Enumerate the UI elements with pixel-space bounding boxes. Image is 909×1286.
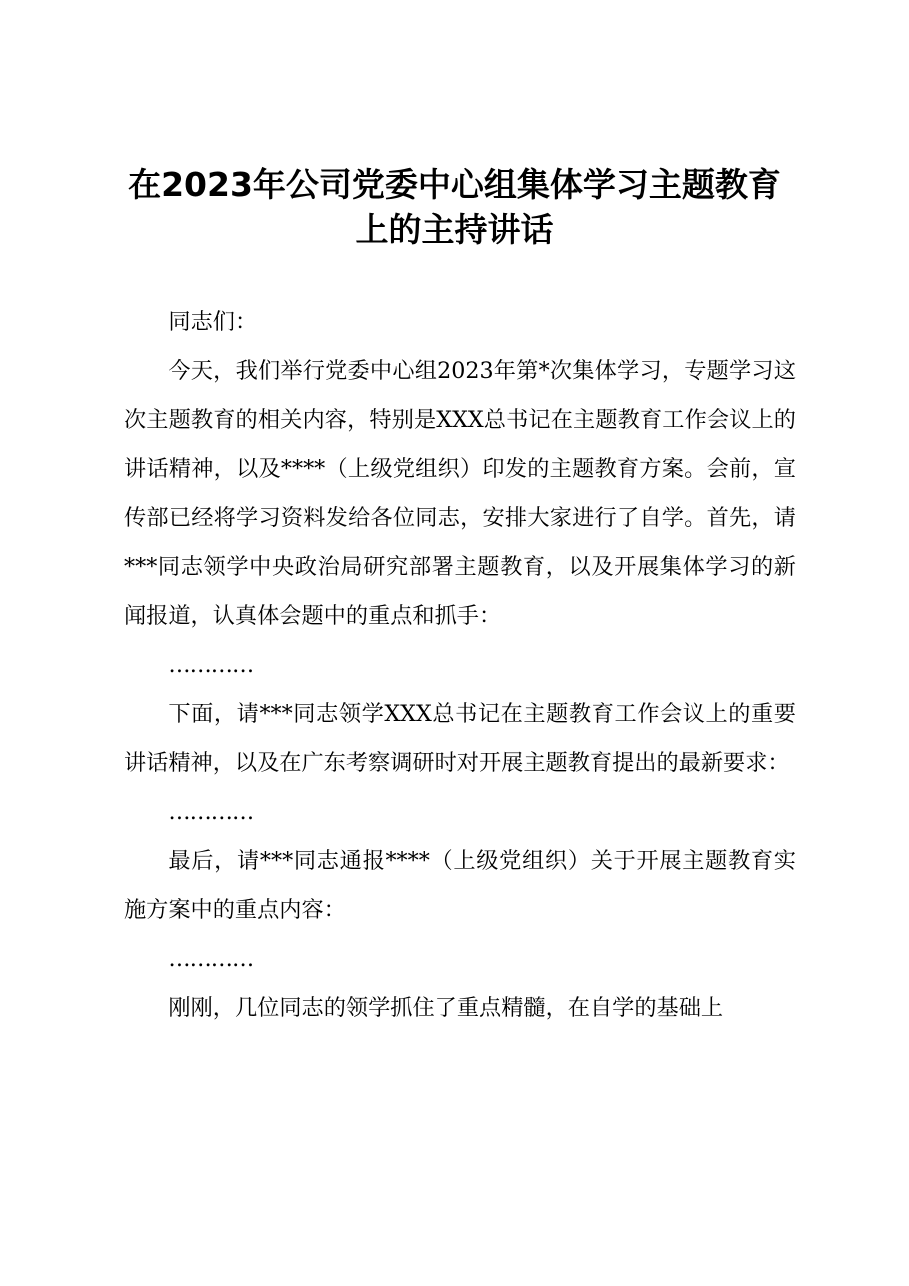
- paragraph-second: 下面，请***同志领学XXX总书记在主题教育工作会议上的重要讲话精神，以及在广东考察调研时对开展主题教育提出的最新要求：: [124, 701, 796, 776]
- salutation: 同志们：: [168, 309, 258, 335]
- document-title-line-1: 在2023年公司党委中心组集体学习主题教育: [128, 165, 781, 204]
- paragraph-opening: 今天，我们举行党委中心组2023年第*次集体学习，专题学习这次主题教育的相关内容，特别是XXX总书记在主题教育工作会议上的讲话精神，以及****（上级党组织）印发的主题教育方案。会前，宣传部已经将学习资料发给各位同志，安排大家进行了自学。首先，请***同志领学中央政治局研究部署主题教育，以及开展集体学习的新闻报道，认真体会题中的重点和抓手：: [124, 358, 796, 629]
- ellipsis-1: …………: [168, 652, 254, 678]
- document-body: [124, 298, 796, 1033]
- paragraph-third: 最后，请***同志通报****（上级党组织）关于开展主题教育实施方案中的重点内容：: [124, 848, 796, 923]
- ellipsis-3: …………: [168, 946, 254, 972]
- document-title-line-2: 上的主持讲话: [355, 210, 554, 249]
- paragraph-fourth: 刚刚，几位同志的领学抓住了重点精髓，在自学的基础上: [168, 995, 724, 1021]
- ellipsis-2: …………: [168, 799, 254, 825]
